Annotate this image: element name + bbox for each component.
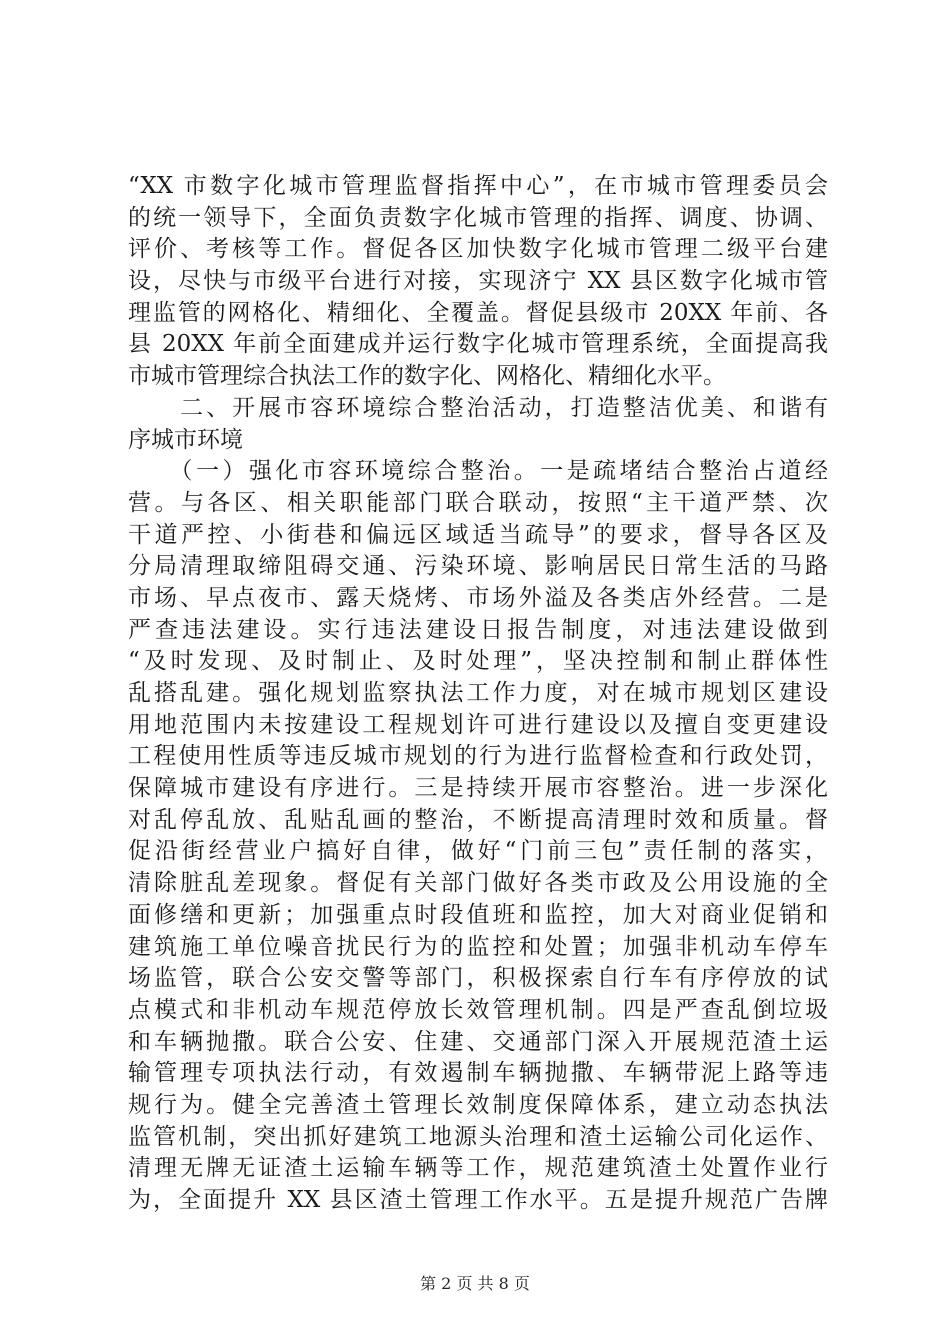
text-line: 理监管的网格化、精细化、全覆盖。督促县级市 20XX 年前、各 [128, 299, 828, 326]
text-line: 输管理专项执法行动，有效遏制车辆抛撒、车辆带泥上路等违 [128, 1060, 828, 1087]
section-heading-line: 二、开展市容环境综合整治活动，打造整洁优美、和谐有 [128, 394, 828, 421]
text-line: 严查违法建设。实行违法建设日报告制度，对违法建设做到 [128, 616, 828, 643]
text-line: 面修缮和更新；加强重点时段值班和监控，加大对商业促销和 [128, 901, 828, 928]
body-text [128, 171, 828, 1217]
text-line: 设，尽快与市级平台进行对接，实现济宁 XX 县区数字化城市管 [128, 268, 828, 295]
text-line: 保障城市建设有序进行。三是持续开展市容整治。进一步深化 [128, 775, 828, 802]
text-line: 乱搭乱建。强化规划监察执法工作力度，对在城市规划区建设 [128, 680, 828, 706]
text-line: 促沿街经营业户搞好自律，做好“门前三包”责任制的落实， [128, 838, 828, 865]
text-line: 清理无牌无证渣土运输车辆等工作，规范建筑渣土处置作业行 [128, 1155, 828, 1182]
text-line: 干道严控、小街巷和偏远区域适当疏导”的要求，督导各区及 [128, 521, 828, 548]
text-line: 对乱停乱放、乱贴乱画的整治，不断提高清理时效和质量。督 [128, 806, 828, 833]
text-line: “XX 市数字化城市管理监督指挥中心”，在市城市管理委员会 [128, 173, 828, 199]
text-line: 的统一领导下，全面负责数字化城市管理的指挥、调度、协调、 [128, 204, 828, 231]
text-line: 和车辆抛撒。联合公安、住建、交通部门深入开展规范渣土运 [128, 1028, 828, 1055]
text-line: “及时发现、及时制止、及时处理”，坚决控制和制止群体性 [128, 648, 828, 675]
text-line: 市城市管理综合执法工作的数字化、网格化、精细化水平。 [128, 363, 726, 390]
text-line: 为，全面提升 XX 县区渣土管理工作水平。五是提升规范广告牌 [128, 1187, 828, 1213]
page-number-footer: 第 2 页 共 8 页 [420, 1274, 530, 1293]
text-line: 用地范围内未按建设工程规划许可进行建设以及擅自变更建设 [128, 711, 828, 738]
section-heading-line: 序城市环境 [128, 426, 243, 453]
text-line: 规行为。健全完善渣土管理长效制度保障体系，建立动态执法 [128, 1091, 828, 1118]
text-line: 市场、早点夜市、露天烧烤、市场外溢及各类店外经营。二是 [128, 584, 828, 611]
text-line: 工程使用性质等违反城市规划的行为进行监督检查和行政处罚， [128, 743, 828, 770]
text-line: 分局清理取缔阻碍交通、污染环境、影响居民日常生活的马路 [128, 553, 828, 580]
text-line: 县 20XX 年前全面建成并运行数字化城市管理系统，全面提高我 [128, 331, 828, 358]
text-line: 场监管，联合公安交警等部门，积极探索自行车有序停放的试 [128, 965, 828, 992]
text-line: 建筑施工单位噪音扰民行为的监控和处置；加强非机动车停车 [128, 933, 828, 960]
text-line: 监管机制，突出抓好建筑工地源头治理和渣土运输公司化运作、 [128, 1123, 828, 1150]
text-line: 清除脏乱差现象。督促有关部门做好各类市政及公用设施的全 [128, 870, 828, 897]
text-line: 评价、考核等工作。督促各区加快数字化城市管理二级平台建 [128, 236, 828, 263]
text-line: 营。与各区、相关职能部门联合联动，按照“主干道严禁、次 [128, 489, 828, 516]
text-line: 点模式和非机动车规范停放长效管理机制。四是严查乱倒垃圾 [128, 996, 828, 1023]
text-line: （一）强化市容环境综合整治。一是疏堵结合整治占道经 [128, 458, 828, 485]
